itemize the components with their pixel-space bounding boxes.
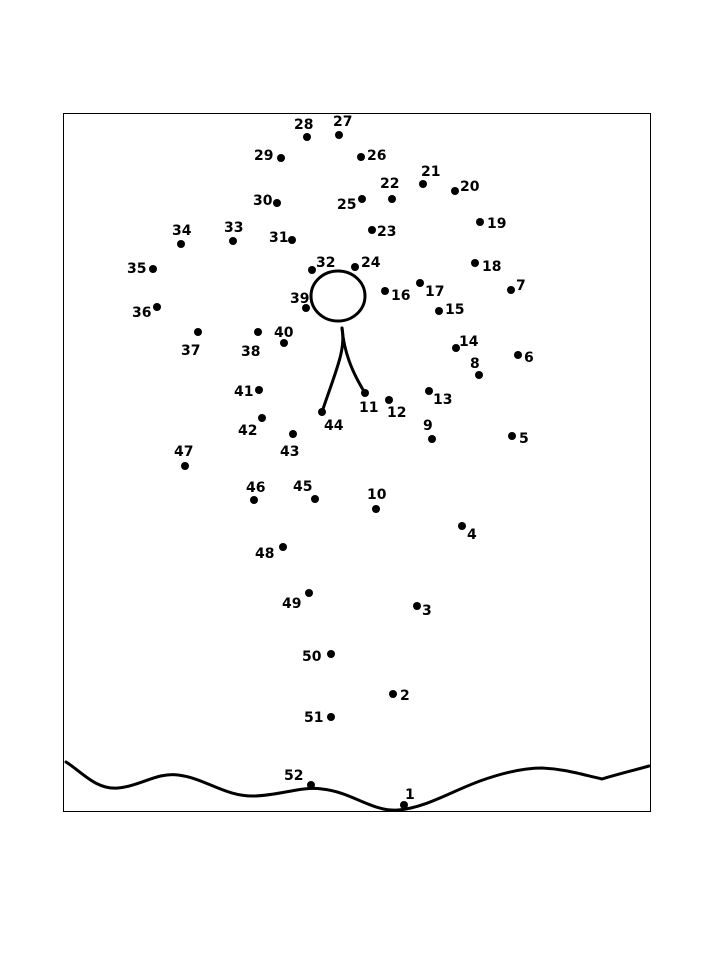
dot-41: [234, 384, 263, 400]
dot-14: [452, 334, 479, 352]
dot-point: [381, 287, 389, 295]
dot-point: [508, 432, 516, 440]
dot-point: [476, 218, 484, 226]
dot-6: [514, 350, 534, 366]
dot-number-label: 49: [282, 596, 302, 612]
dot-point: [357, 153, 365, 161]
dot-36: [132, 303, 161, 321]
dot-4: [458, 522, 477, 543]
dot-20: [451, 179, 480, 195]
dot-13: [425, 387, 452, 408]
dot-point: [413, 602, 421, 610]
dot-51: [304, 710, 335, 726]
dot-point: [416, 279, 424, 287]
dot-point: [177, 240, 185, 248]
dot-number-label: 7: [516, 278, 526, 294]
dot-1: [400, 787, 415, 809]
dot-point: [308, 266, 316, 274]
dot-number-label: 34: [172, 223, 192, 239]
dot-16: [381, 287, 410, 304]
dot-50: [302, 649, 335, 665]
dot-number-label: 4: [467, 527, 477, 543]
dot-point: [428, 435, 436, 443]
dot-point: [255, 386, 263, 394]
dot-35: [127, 261, 157, 277]
dot-39: [290, 291, 310, 312]
dot-number-label: 21: [421, 164, 441, 180]
dot-40: [274, 325, 294, 347]
dot-number-label: 3: [422, 603, 432, 619]
dot-point: [273, 199, 281, 207]
dot-number-label: 20: [460, 179, 480, 195]
dot-9: [423, 418, 436, 443]
dot-number-label: 48: [255, 546, 275, 562]
dot-number-label: 30: [253, 193, 273, 209]
dot-25: [337, 195, 366, 213]
dot-point: [475, 371, 483, 379]
dot-point: [372, 505, 380, 513]
dot-point: [514, 351, 522, 359]
dot-point: [149, 265, 157, 273]
dot-number-label: 17: [425, 284, 445, 300]
dot-number-label: 25: [337, 197, 357, 213]
dot-number-label: 8: [470, 356, 480, 372]
dot-38: [241, 328, 262, 360]
dot-21: [419, 164, 440, 188]
dot-point: [288, 236, 296, 244]
dot-point: [289, 430, 297, 438]
stem-right-line: [342, 328, 365, 393]
dot-number-label: 41: [234, 384, 254, 400]
dot-point: [425, 387, 433, 395]
dot-point: [153, 303, 161, 311]
dot-point: [458, 522, 466, 530]
dot-8: [470, 356, 483, 379]
dot-number-label: 26: [367, 148, 387, 164]
dot-number-label: 35: [127, 261, 147, 277]
dot-number-label: 32: [316, 255, 336, 271]
dot-17: [416, 279, 444, 300]
dot-number-label: 39: [290, 291, 310, 307]
dot-47: [174, 444, 193, 470]
dot-number-label: 10: [367, 487, 387, 503]
dot-point: [361, 389, 369, 397]
dot-point: [471, 259, 479, 267]
dot-26: [357, 148, 386, 164]
dot-10: [367, 487, 387, 513]
dot-2: [389, 688, 410, 704]
dot-43: [280, 430, 299, 460]
dot-point: [327, 713, 335, 721]
dot-number-label: 16: [391, 288, 411, 304]
dot-number-label: 19: [487, 216, 507, 232]
dot-number-label: 45: [293, 479, 313, 495]
dot-18: [471, 259, 501, 275]
dot-number-label: 43: [280, 444, 300, 460]
dot-48: [255, 543, 287, 562]
dot-number-label: 9: [423, 418, 433, 434]
dot-point: [419, 180, 427, 188]
dot-number-label: 23: [377, 224, 397, 240]
dot-28: [294, 117, 313, 141]
dot-23: [368, 224, 396, 240]
dot-number-label: 27: [333, 114, 353, 130]
dot-point: [254, 328, 262, 336]
dot-point: [250, 496, 258, 504]
dot-29: [254, 148, 285, 164]
dot-number-label: 1: [405, 787, 415, 803]
dot-point: [229, 237, 237, 245]
dot-46: [246, 480, 265, 504]
dot-24: [351, 255, 381, 271]
dot-number-label: 44: [324, 418, 344, 434]
dot-31: [269, 230, 296, 246]
dot-44: [318, 408, 344, 434]
dot-15: [435, 302, 464, 318]
flower-center-circle: [311, 271, 365, 321]
dot-number-label: 13: [433, 392, 453, 408]
dot-number-label: 37: [181, 343, 201, 359]
dot-number-label: 29: [254, 148, 274, 164]
dot-point: [389, 690, 397, 698]
dot-point: [277, 154, 285, 162]
dot-point: [358, 195, 366, 203]
dot-22: [380, 176, 399, 203]
dot-point: [351, 263, 359, 271]
dot-point: [318, 408, 326, 416]
stem-left-line: [322, 328, 343, 412]
dot-number-label: 5: [519, 431, 529, 447]
dot-3: [413, 602, 432, 619]
dot-number-label: 12: [387, 405, 407, 421]
dot-point: [327, 650, 335, 658]
dot-27: [333, 114, 352, 139]
dot-37: [181, 328, 202, 359]
dot-number-label: 2: [400, 688, 410, 704]
dot-number-label: 46: [246, 480, 266, 496]
dot-point: [305, 589, 313, 597]
dot-number-label: 42: [238, 423, 258, 439]
dot-point: [335, 131, 343, 139]
dot-42: [238, 414, 266, 439]
dot-number-label: 14: [459, 334, 479, 350]
dot-number-label: 11: [359, 400, 379, 416]
dot-52: [284, 768, 315, 789]
dot-number-label: 47: [174, 444, 194, 460]
dots-layer: [127, 114, 534, 809]
dot-point: [303, 133, 311, 141]
dot-point: [385, 396, 393, 404]
dot-12: [385, 396, 406, 421]
dot-point: [194, 328, 202, 336]
dot-34: [172, 223, 192, 248]
dot-number-label: 36: [132, 305, 152, 321]
dot-number-label: 51: [304, 710, 324, 726]
dot-point: [258, 414, 266, 422]
dot-number-label: 6: [524, 350, 534, 366]
dot-number-label: 50: [302, 649, 322, 665]
ground-line: [66, 762, 649, 810]
dot-number-label: 31: [269, 230, 289, 246]
dot-number-label: 40: [274, 325, 294, 341]
dot-point: [451, 187, 459, 195]
dot-number-label: 22: [380, 176, 400, 192]
dot-number-label: 24: [361, 255, 381, 271]
dot-45: [293, 479, 319, 503]
dot-number-label: 28: [294, 117, 314, 133]
dot-19: [476, 216, 506, 232]
dot-point: [307, 781, 315, 789]
dot-point: [279, 543, 287, 551]
dot-point: [181, 462, 189, 470]
dot-number-label: 15: [445, 302, 465, 318]
dot-49: [282, 589, 313, 612]
dot-33: [224, 220, 243, 245]
dot-number-label: 18: [482, 259, 502, 275]
dot-30: [253, 193, 281, 209]
dot-number-label: 33: [224, 220, 244, 236]
dot-number-label: 38: [241, 344, 261, 360]
dot-point: [507, 286, 515, 294]
dot-11: [359, 389, 378, 416]
dot-point: [311, 495, 319, 503]
dot-number-label: 52: [284, 768, 304, 784]
dot-5: [508, 431, 529, 447]
dot-point: [435, 307, 443, 315]
dot-point: [368, 226, 376, 234]
dot-point: [388, 195, 396, 203]
dot-7: [507, 278, 526, 294]
